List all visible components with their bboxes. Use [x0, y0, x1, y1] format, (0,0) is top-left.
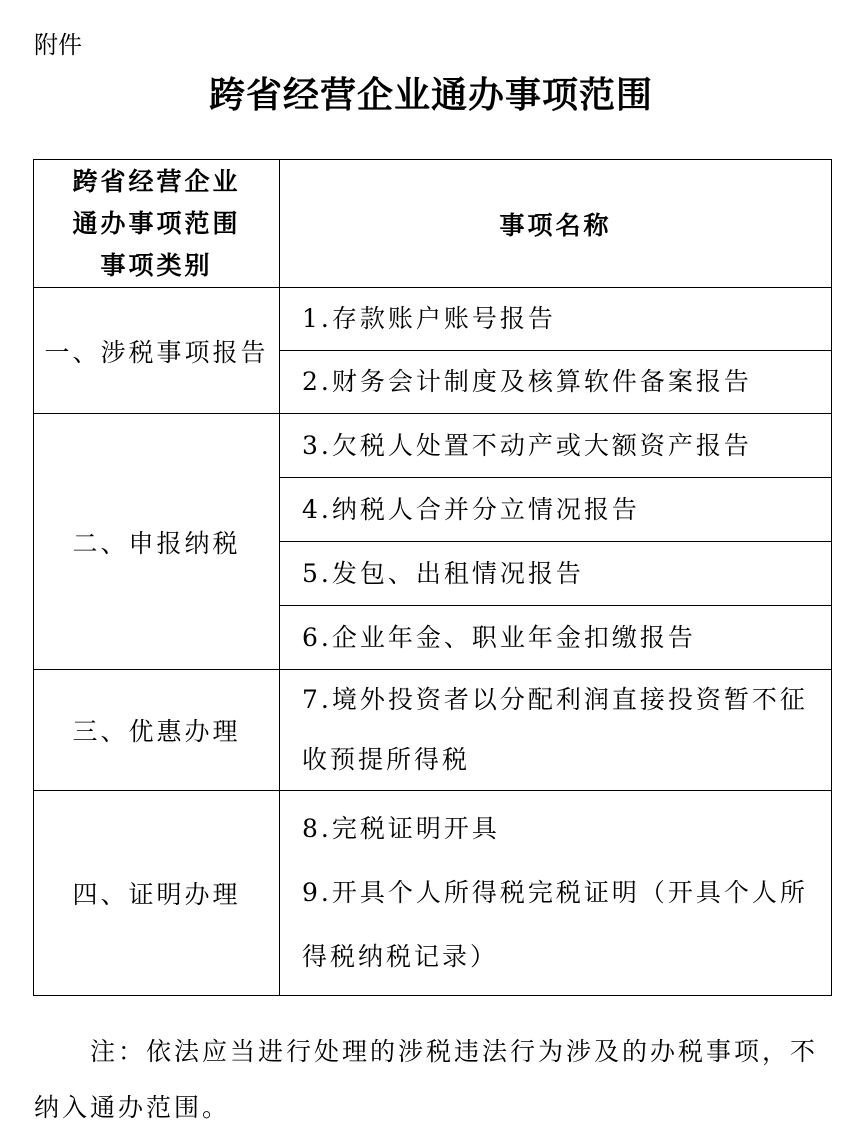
scope-table [33, 159, 832, 996]
item-cell: 7.境外投资者以分配利润直接投资暂不征收预提所得税 [280, 670, 832, 791]
header-item-name: 事项名称 [280, 160, 832, 288]
category-cell: 二、申报纳税 [34, 414, 280, 670]
attachment-label: 附件 [34, 31, 82, 59]
item-text: 8.完税证明开具 [302, 814, 500, 843]
footnote: 注：依法应当进行处理的涉税违法行为涉及的办税事项，不纳入通办范围。 [34, 1037, 819, 1122]
item-cell: 3.欠税人处置不动产或大额资产报告 [280, 414, 832, 478]
item-cell: 6.企业年金、职业年金扣缴报告 [280, 606, 832, 670]
table-row [34, 791, 832, 996]
item-cell: 5.发包、出租情况报告 [280, 542, 832, 606]
item-text: 9.开具个人所得税完税证明（开具个人所得税纳税记录） [302, 878, 808, 971]
table-row [34, 288, 832, 351]
table-header-row [34, 160, 832, 288]
header-category-line: 事项类别 [100, 250, 213, 280]
document-title: 跨省经营企业通办事项范围 [208, 75, 653, 116]
item-cell-group [280, 791, 832, 996]
category-cell: 四、证明办理 [34, 791, 280, 996]
header-category-line: 通办事项范围 [72, 208, 241, 238]
table-row [34, 414, 832, 478]
category-cell: 三、优惠办理 [34, 670, 280, 791]
header-category-line: 跨省经营企业 [72, 166, 241, 196]
item-cell: 2.财务会计制度及核算软件备案报告 [280, 351, 832, 414]
table-row [34, 670, 832, 791]
category-cell: 一、涉税事项报告 [34, 288, 280, 414]
item-cell: 4.纳税人合并分立情况报告 [280, 478, 832, 542]
header-category [34, 160, 280, 288]
item-cell: 1.存款账户账号报告 [280, 288, 832, 351]
